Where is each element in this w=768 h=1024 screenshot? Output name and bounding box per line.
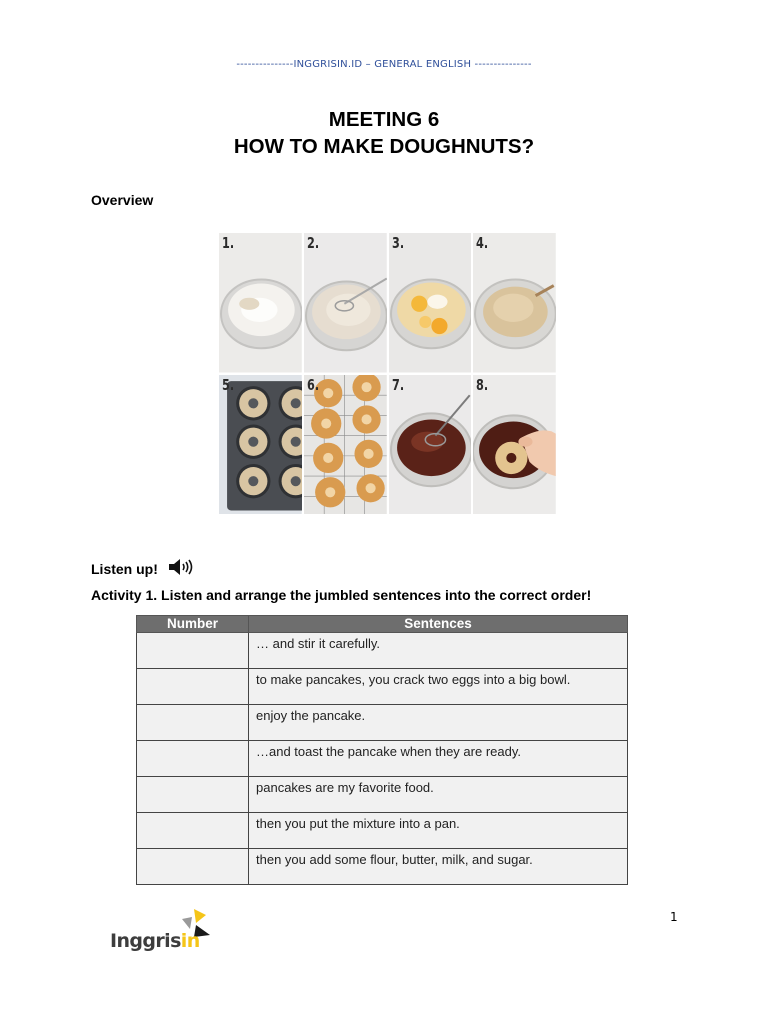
header-line: ---------------INGGRISIN.ID – GENERAL ENGLISH --------------- xyxy=(236,59,532,70)
number-cell[interactable] xyxy=(137,741,249,777)
step-photo-5 xyxy=(219,375,302,515)
sentence-cell: then you put the mixture into a pan. xyxy=(249,813,628,849)
sentences-column-header: Sentences xyxy=(249,616,628,633)
step-photo-4 xyxy=(473,233,556,373)
logo-accent-text: in xyxy=(180,930,200,952)
sentence-cell: to make pancakes, you crack two eggs into a big bowl. xyxy=(249,669,628,705)
listen-up-heading xyxy=(91,557,194,580)
step-photo-2 xyxy=(304,233,387,373)
step-photo-1 xyxy=(219,233,302,373)
step-number: 4. xyxy=(476,234,489,252)
table-row xyxy=(137,777,628,813)
table-row xyxy=(137,849,628,885)
title-line-1: MEETING 6 xyxy=(328,108,440,131)
logo-wordmark xyxy=(110,930,200,952)
speaker-icon[interactable] xyxy=(168,557,194,580)
step-number: 7. xyxy=(391,375,404,394)
title-line-2: HOW TO MAKE DOUGHNUTS? xyxy=(233,135,535,158)
overview-label: Overview xyxy=(91,192,154,208)
sentence-cell: enjoy the pancake. xyxy=(249,705,628,741)
doughnut-steps-photo-grid xyxy=(219,233,556,514)
number-cell[interactable] xyxy=(137,633,249,669)
table-row xyxy=(137,813,628,849)
step-photo-6 xyxy=(304,375,387,515)
inggrisin-logo xyxy=(110,907,220,957)
step-number: 6. xyxy=(306,375,319,394)
step-number: 1. xyxy=(222,234,235,252)
table-row xyxy=(137,669,628,705)
table-header-row xyxy=(137,616,628,633)
number-cell[interactable] xyxy=(137,705,249,741)
table-row xyxy=(137,633,628,669)
step-number: 5. xyxy=(222,375,235,394)
activity-1-instruction: Activity 1. Listen and arrange the jumbled sentences into the correct order! xyxy=(91,587,592,603)
step-number: 3. xyxy=(391,234,404,252)
sentence-cell: …and toast the pancake when they are ready. xyxy=(249,741,628,777)
step-photo-7 xyxy=(389,375,472,515)
page-title xyxy=(0,106,768,160)
number-column-header: Number xyxy=(137,616,249,633)
page-number: 1 xyxy=(670,910,678,924)
number-cell[interactable] xyxy=(137,669,249,705)
table-row xyxy=(137,705,628,741)
jumbled-sentences-table xyxy=(136,615,628,885)
sentence-cell: … and stir it carefully. xyxy=(249,633,628,669)
listen-up-label: Listen up! xyxy=(91,560,158,577)
table-row xyxy=(137,741,628,777)
step-photo-8 xyxy=(473,375,556,515)
number-cell[interactable] xyxy=(137,813,249,849)
step-number: 2. xyxy=(306,234,319,252)
sentence-cell: pancakes are my favorite food. xyxy=(249,777,628,813)
logo-main-text: Inggris xyxy=(110,930,181,952)
step-number: 8. xyxy=(476,375,489,394)
step-photo-3 xyxy=(389,233,472,373)
sentence-cell: then you add some flour, butter, milk, and sugar. xyxy=(249,849,628,885)
number-cell[interactable] xyxy=(137,849,249,885)
number-cell[interactable] xyxy=(137,777,249,813)
